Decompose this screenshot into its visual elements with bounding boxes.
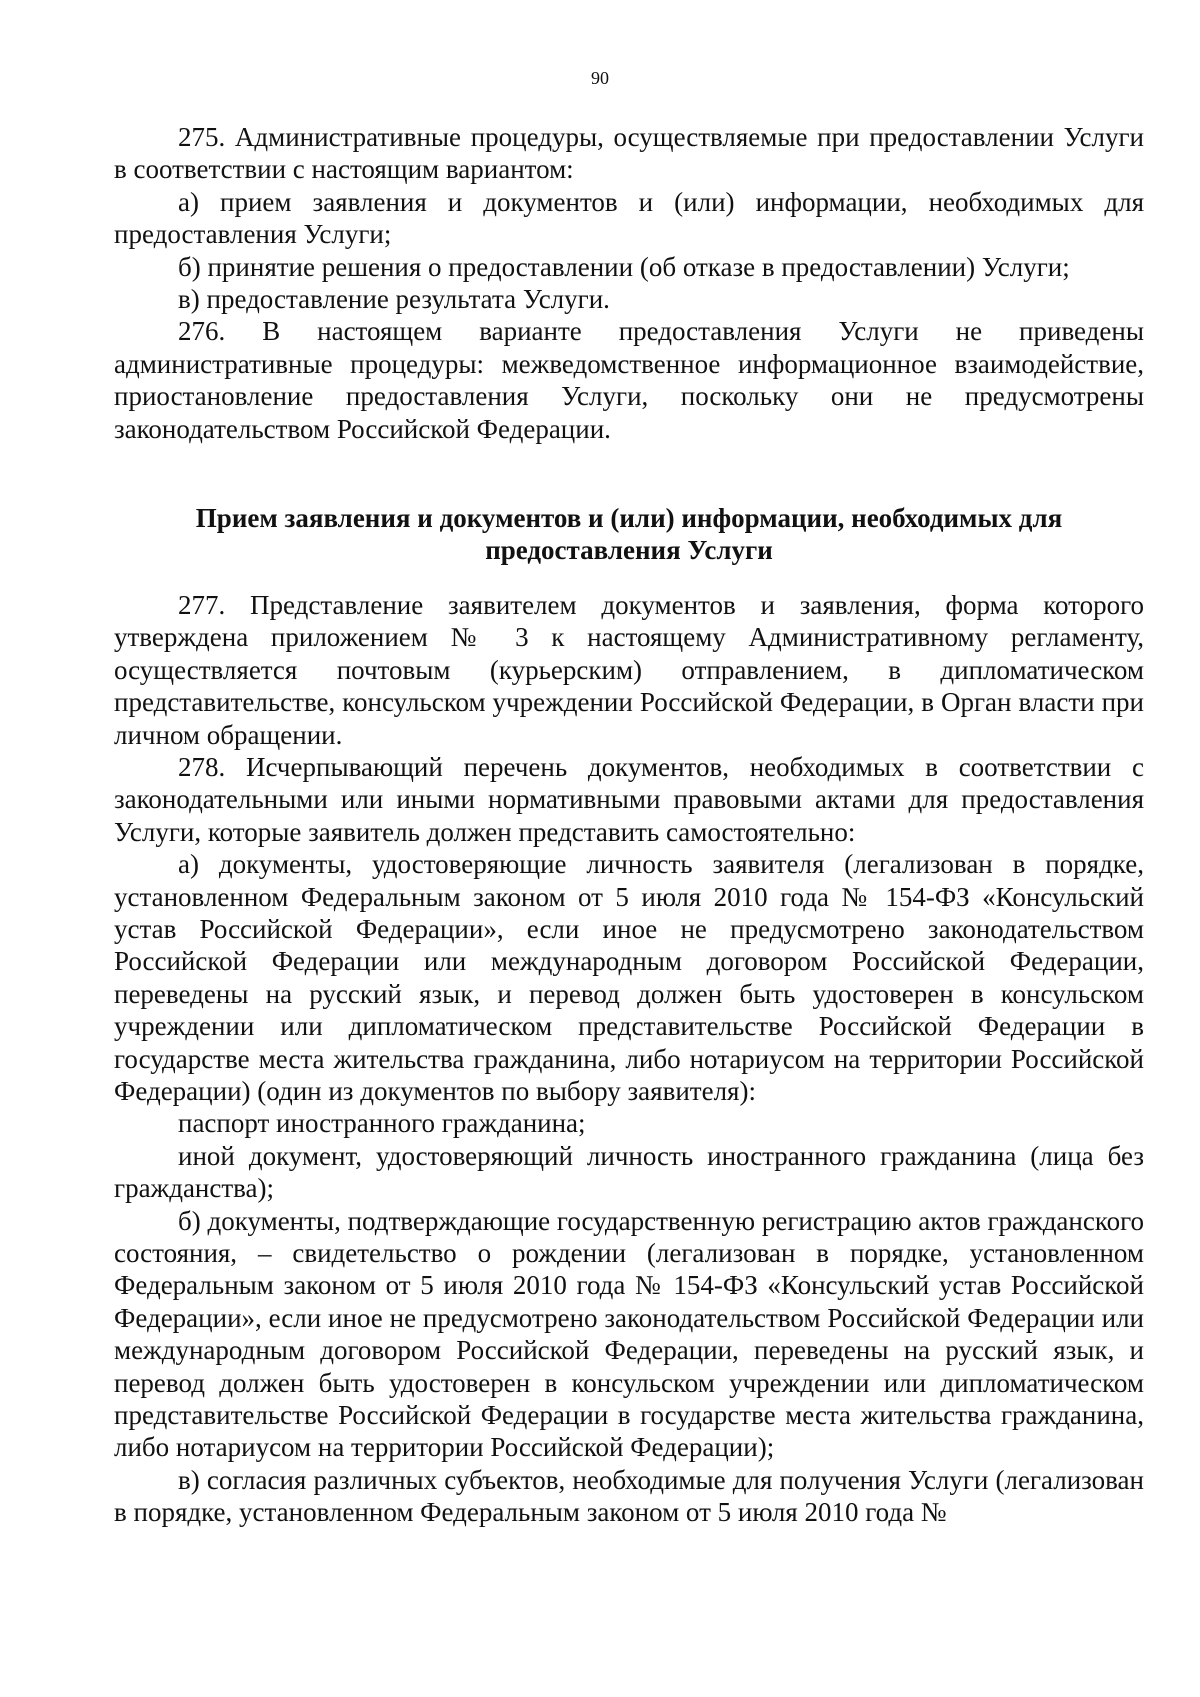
section-heading: Прием заявления и документов и (или) информации, необходимых для предоставления Услуги [195,503,1063,566]
paragraph-278-b: б) документы, подтверждающие государственную регистрацию актов гражданского состояния, – свидетельство о рождении (легализован в порядке, установленном Федеральным законом от 5 июля 2010 года № 154-ФЗ «Консульский устав Российской Федерации», если иное не предусмотрено законодательством Российской Федерации или международным договором Российской Федерации, переведены на русский язык, и перевод должен быть удостоверен в консульском учреждении или дипломатическом представительстве Российской Федерации в государстве места жительства гражданина, либо нотариусом на территории Российской Федерации); [114,1205,1144,1463]
paragraph-278-v: в) согласия различных субъектов, необходимые для получения Услуги (легализован в порядке, установленном Федеральным законом от 5 июля 2010 года № [114,1464,1144,1528]
paragraph-275-v: в) предоставление результата Услуги. [178,284,610,315]
section-spacer [114,445,1144,502]
paragraph-277: 277. Представление заявителем документов и заявления, форма которого утверждена приложением № 3 к настоящему Административному регламенту, осуществляется почтовым (курьерским) отправлением, в дипломатическом представительстве, консульском учреждении Российской Федерации, в Орган власти при личном обращении. [114,589,1144,750]
paragraph-276: 276. В настоящем варианте предоставления Услуги не приведены административные процедуры: межведомственное информационное взаимодействие, приостановление предоставления Услуги, поскольку они не предусмотрены законодательством Российской Федерации. [114,316,1144,444]
paragraph-278-a-passport: паспорт иностранного гражданина; [178,1108,586,1139]
paragraph-278-a: а) документы, удостоверяющие личность заявителя (легализован в порядке, установленном Федеральным законом от 5 июля 2010 года № 154-ФЗ «Консульский устав Российской Федерации», если иное не предусмотрено законодательством Российской Федерации или международным договором Российской Федерации, переведены на русский язык, и перевод должен быть удостоверен в консульском учреждении или дипломатическом представительстве Российской Федерации в государстве места жительства гражданина, либо нотариусом на территории Российской Федерации) (один из документов по выбору заявителя): [114,849,1144,1106]
page-number: 90 [591,68,609,88]
paragraph-278-a-other-document: иной документ, удостоверяющий личность иностранного гражданина (лица без гражданства); [114,1140,1144,1204]
paragraph-275-a: а) прием заявления и документов и (или) информации, необходимых для предоставления Услуги; [114,186,1144,250]
paragraph-278: 278. Исчерпывающий перечень документов, необходимых в соответствии с законодательными или иными нормативными правовыми актами для предоставления Услуги, которые заявитель должен представить самостоятельно: [114,751,1144,847]
paragraph-275: 275. Административные процедуры, осуществляемые при предоставлении Услуги в соответствии с настоящим вариантом: [114,122,1144,185]
document-body [114,121,1144,1529]
paragraph-275-b: б) принятие решения о предоставлении (об отказе в предоставлении) Услуги; [178,251,1070,282]
heading-spacer [114,567,1144,589]
